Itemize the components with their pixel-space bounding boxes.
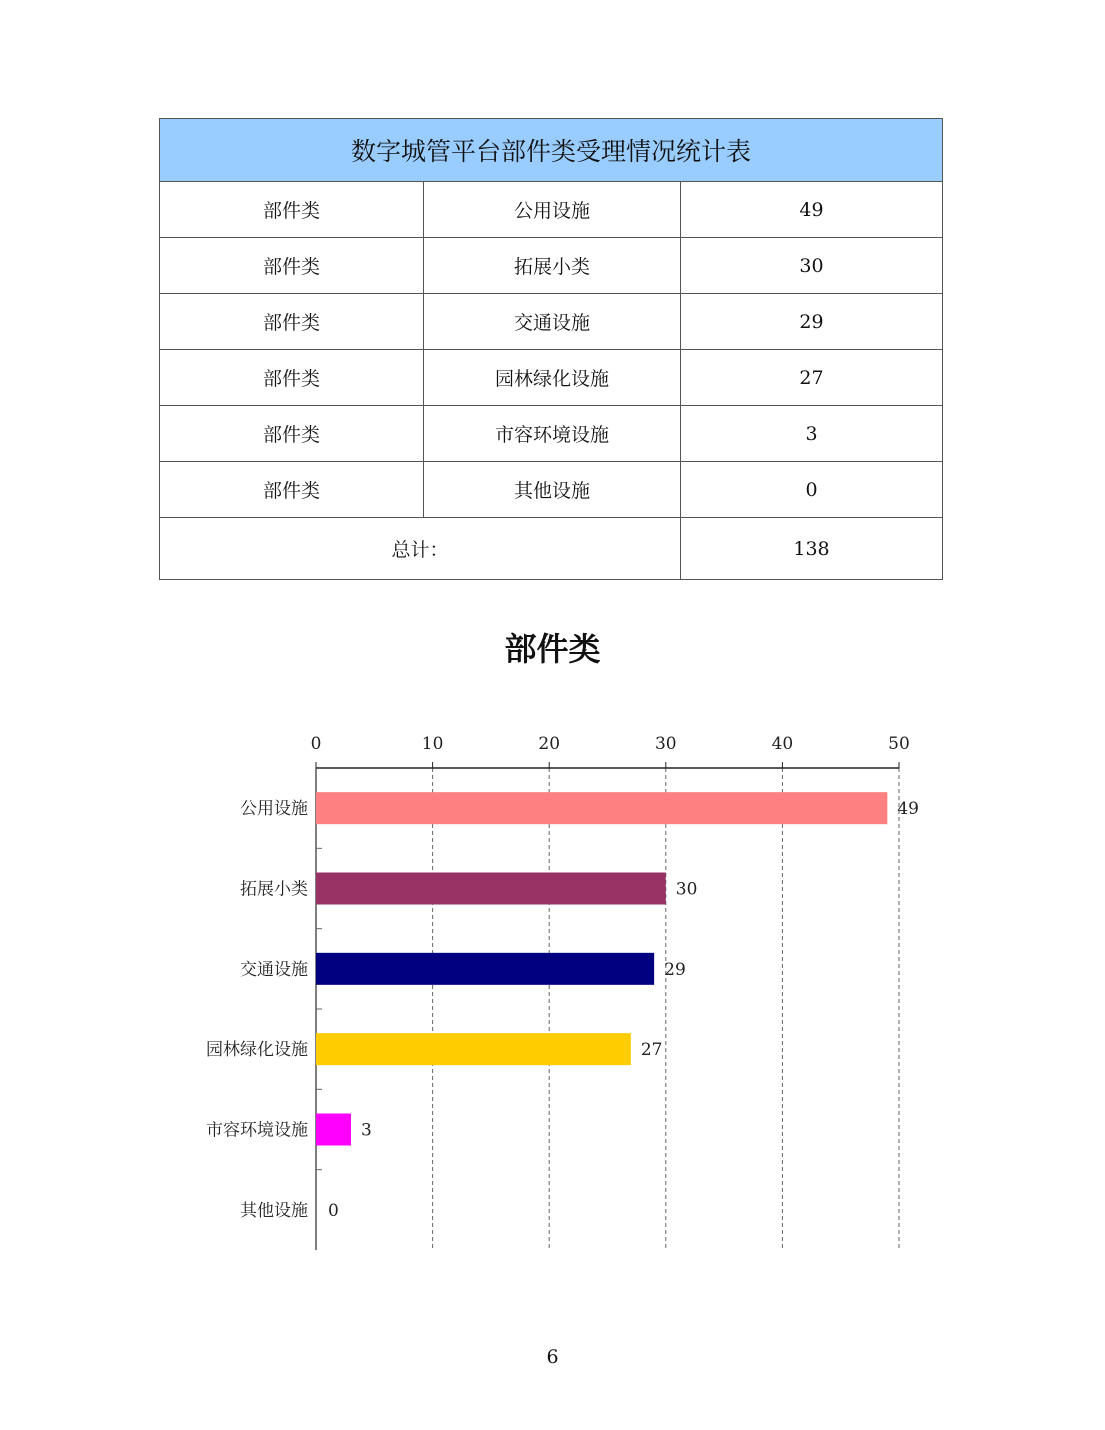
bar bbox=[316, 873, 666, 905]
table-cell-item: 交通设施 bbox=[424, 294, 681, 350]
x-tick-label: 50 bbox=[888, 734, 910, 754]
bar bbox=[316, 953, 654, 985]
data-label: 49 bbox=[897, 799, 919, 820]
bar bbox=[316, 1114, 351, 1146]
table-row bbox=[160, 238, 943, 294]
statistics-table bbox=[159, 118, 943, 580]
table-cell-category: 部件类 bbox=[160, 406, 424, 462]
table-row bbox=[160, 350, 943, 406]
x-tick-label: 30 bbox=[654, 734, 677, 754]
category-label: 市容环境设施 bbox=[206, 1120, 308, 1141]
category-label: 交通设施 bbox=[240, 959, 308, 980]
bar-chart bbox=[0, 700, 1105, 1270]
bar bbox=[316, 792, 887, 824]
category-label: 其他设施 bbox=[240, 1200, 308, 1221]
data-label: 27 bbox=[640, 1040, 663, 1061]
table-cell-count: 27 bbox=[681, 350, 943, 406]
x-tick-label: 10 bbox=[421, 734, 444, 754]
table-cell-category: 部件类 bbox=[160, 462, 424, 518]
bar bbox=[316, 1033, 631, 1065]
category-label: 园林绿化设施 bbox=[206, 1040, 308, 1061]
chart-title: 部件类 bbox=[504, 630, 601, 668]
table-cell-category: 部件类 bbox=[160, 182, 424, 238]
table-cell-item: 园林绿化设施 bbox=[424, 350, 681, 406]
table-cell-count: 29 bbox=[681, 294, 943, 350]
x-tick-label: 40 bbox=[771, 734, 794, 754]
data-label: 29 bbox=[664, 959, 686, 980]
table-row bbox=[160, 406, 943, 462]
table-cell-count: 49 bbox=[681, 182, 943, 238]
table-row bbox=[160, 462, 943, 518]
data-label: 3 bbox=[360, 1120, 372, 1141]
total-label: 总计： bbox=[160, 518, 681, 580]
table-cell-item: 拓展小类 bbox=[424, 238, 681, 294]
table-row bbox=[160, 294, 943, 350]
table-cell-category: 部件类 bbox=[160, 350, 424, 406]
table-cell-count: 30 bbox=[681, 238, 943, 294]
table-row bbox=[160, 182, 943, 238]
category-label: 公用设施 bbox=[240, 799, 308, 820]
x-tick-label: 20 bbox=[538, 734, 561, 754]
table-cell-count: 3 bbox=[681, 406, 943, 462]
table-cell-count: 0 bbox=[681, 462, 943, 518]
table-cell-item: 公用设施 bbox=[424, 182, 681, 238]
category-label: 拓展小类 bbox=[240, 879, 308, 900]
table-cell-item: 其他设施 bbox=[424, 462, 681, 518]
table-cell-item: 市容环境设施 bbox=[424, 406, 681, 462]
table-total-row bbox=[160, 518, 943, 580]
total-value: 138 bbox=[681, 518, 943, 580]
data-label: 0 bbox=[328, 1200, 339, 1221]
page-number: 6 bbox=[546, 1346, 559, 1368]
x-tick-label: 0 bbox=[310, 734, 322, 754]
table-cell-category: 部件类 bbox=[160, 238, 424, 294]
table-title: 数字城管平台部件类受理情况统计表 bbox=[160, 119, 943, 182]
table-cell-category: 部件类 bbox=[160, 294, 424, 350]
data-label: 30 bbox=[675, 879, 698, 900]
